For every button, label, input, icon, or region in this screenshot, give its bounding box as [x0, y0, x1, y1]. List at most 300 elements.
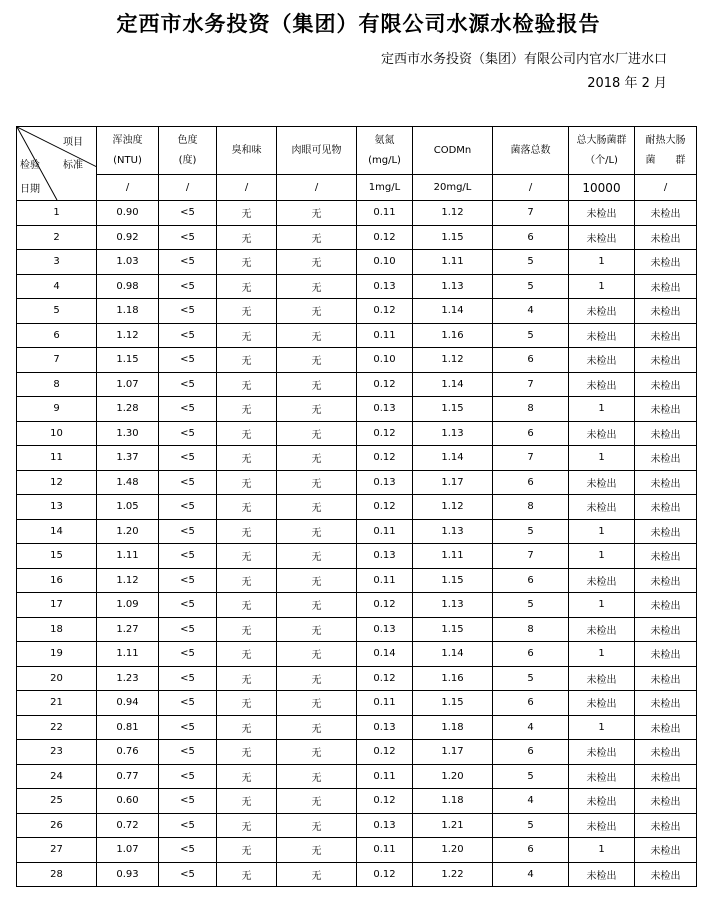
table-row [17, 862, 697, 887]
value-cell: 未检出 [569, 789, 635, 814]
standard-cell: / [97, 175, 159, 201]
value-cell: 1.13 [413, 593, 493, 618]
value-cell: 未检出 [569, 813, 635, 838]
value-cell: 未检出 [635, 544, 697, 569]
value-cell: 0.13 [357, 544, 413, 569]
value-cell: 0.13 [357, 470, 413, 495]
value-cell: 无 [277, 397, 357, 422]
day-cell: 6 [17, 323, 97, 348]
value-cell: 1.11 [97, 544, 159, 569]
header-unit: 菌 群 [645, 154, 686, 166]
value-cell: 1.18 [413, 789, 493, 814]
value-cell: 未检出 [635, 250, 697, 275]
value-cell: 1.23 [97, 666, 159, 691]
value-cell: <5 [159, 862, 217, 887]
table-row [17, 323, 697, 348]
value-cell: 0.11 [357, 838, 413, 863]
table-row [17, 568, 697, 593]
value-cell: 无 [217, 764, 277, 789]
value-cell: 未检出 [569, 568, 635, 593]
day-cell: 27 [17, 838, 97, 863]
value-cell: <5 [159, 789, 217, 814]
value-cell: 未检出 [569, 470, 635, 495]
value-cell: 1.48 [97, 470, 159, 495]
value-cell: 无 [217, 838, 277, 863]
value-cell: 未检出 [635, 225, 697, 250]
value-cell: <5 [159, 397, 217, 422]
value-cell: 未检出 [569, 372, 635, 397]
value-cell: 1.12 [413, 201, 493, 226]
value-cell: 无 [217, 568, 277, 593]
value-cell: 1.11 [413, 544, 493, 569]
value-cell: 无 [277, 642, 357, 667]
standard-cell: 1mg/L [357, 175, 413, 201]
day-cell: 19 [17, 642, 97, 667]
value-cell: 无 [217, 299, 277, 324]
value-cell: 无 [277, 470, 357, 495]
day-cell: 20 [17, 666, 97, 691]
value-cell: 4 [493, 862, 569, 887]
value-cell: 1.17 [413, 740, 493, 765]
value-cell: 1.21 [413, 813, 493, 838]
value-cell: 1.18 [413, 715, 493, 740]
value-cell: 1 [569, 519, 635, 544]
value-cell: <5 [159, 764, 217, 789]
value-cell: 1.15 [413, 397, 493, 422]
value-cell: 1 [569, 274, 635, 299]
value-cell: 1 [569, 838, 635, 863]
day-cell: 24 [17, 764, 97, 789]
day-cell: 25 [17, 789, 97, 814]
value-cell: 1.17 [413, 470, 493, 495]
value-cell: 5 [493, 323, 569, 348]
value-cell: 未检出 [635, 666, 697, 691]
value-cell: 0.92 [97, 225, 159, 250]
value-cell: 5 [493, 519, 569, 544]
value-cell: 0.12 [357, 495, 413, 520]
value-cell: 未检出 [569, 421, 635, 446]
table-row [17, 348, 697, 373]
value-cell: 0.12 [357, 593, 413, 618]
value-cell: 未检出 [569, 495, 635, 520]
value-cell: 1.05 [97, 495, 159, 520]
table-row [17, 715, 697, 740]
day-cell: 16 [17, 568, 97, 593]
value-cell: 1.07 [97, 372, 159, 397]
value-cell: 0.77 [97, 764, 159, 789]
report-title: 定西市水务投资（集团）有限公司水源水检验报告 [116, 12, 601, 36]
table-row [17, 617, 697, 642]
table-row [17, 250, 697, 275]
value-cell: 1.20 [413, 764, 493, 789]
day-cell: 8 [17, 372, 97, 397]
standard-cell: / [493, 175, 569, 201]
value-cell: <5 [159, 225, 217, 250]
corner-header-cell [17, 127, 97, 201]
table-row [17, 813, 697, 838]
value-cell: 7 [493, 544, 569, 569]
value-cell: <5 [159, 372, 217, 397]
table-row [17, 397, 697, 422]
header-unit: (度) [178, 154, 197, 166]
header-label: 总大肠菌群 [576, 134, 627, 146]
value-cell: 无 [277, 201, 357, 226]
value-cell: <5 [159, 519, 217, 544]
value-cell: <5 [159, 348, 217, 373]
standard-cell: / [217, 175, 277, 201]
value-cell: 无 [217, 617, 277, 642]
header-unit: (NTU) [113, 154, 142, 166]
value-cell: 0.12 [357, 421, 413, 446]
value-cell: 无 [277, 274, 357, 299]
value-cell: 未检出 [635, 617, 697, 642]
value-cell: 未检出 [569, 617, 635, 642]
value-cell: 1.20 [97, 519, 159, 544]
standard-cell: 10000 [569, 175, 635, 201]
value-cell: 1 [569, 544, 635, 569]
value-cell: 1.14 [413, 372, 493, 397]
value-cell: 无 [217, 348, 277, 373]
value-cell: 8 [493, 617, 569, 642]
value-cell: 未检出 [635, 838, 697, 863]
header-unit: （个/L) [585, 154, 618, 166]
table-row [17, 838, 697, 863]
value-cell: 0.12 [357, 666, 413, 691]
value-cell: 未检出 [635, 813, 697, 838]
value-cell: 1.12 [413, 348, 493, 373]
value-cell: 无 [217, 495, 277, 520]
value-cell: <5 [159, 568, 217, 593]
day-cell: 22 [17, 715, 97, 740]
day-cell: 2 [17, 225, 97, 250]
value-cell: 无 [217, 421, 277, 446]
table-body [17, 201, 697, 887]
value-cell: 未检出 [635, 299, 697, 324]
value-cell: <5 [159, 201, 217, 226]
sampling-location: 定西市水务投资（集团）有限公司内官水厂进水口 [380, 52, 667, 67]
day-cell: 17 [17, 593, 97, 618]
value-cell: 无 [277, 617, 357, 642]
value-cell: 无 [277, 740, 357, 765]
value-cell: 1.16 [413, 666, 493, 691]
value-cell: 无 [217, 519, 277, 544]
value-cell: 0.14 [357, 642, 413, 667]
value-cell: 无 [217, 274, 277, 299]
table-row [17, 789, 697, 814]
day-cell: 21 [17, 691, 97, 716]
table-row [17, 495, 697, 520]
day-cell: 14 [17, 519, 97, 544]
value-cell: 1.18 [97, 299, 159, 324]
value-cell: 0.11 [357, 323, 413, 348]
value-cell: 6 [493, 642, 569, 667]
value-cell: 0.11 [357, 691, 413, 716]
value-cell: 0.11 [357, 519, 413, 544]
table-row [17, 544, 697, 569]
value-cell: <5 [159, 642, 217, 667]
value-cell: 0.13 [357, 813, 413, 838]
value-cell: 无 [277, 495, 357, 520]
value-cell: 0.94 [97, 691, 159, 716]
standard-cell: 20mg/L [413, 175, 493, 201]
value-cell: 0.93 [97, 862, 159, 887]
value-cell: 无 [277, 519, 357, 544]
value-cell: 未检出 [635, 691, 697, 716]
value-cell: 无 [277, 764, 357, 789]
header-cell [413, 127, 493, 175]
value-cell: 无 [217, 225, 277, 250]
value-cell: 0.81 [97, 715, 159, 740]
corner-item-label: 项目 [63, 137, 83, 148]
value-cell: 未检出 [635, 274, 697, 299]
header-cell [97, 127, 159, 175]
value-cell: 未检出 [635, 568, 697, 593]
table-row [17, 299, 697, 324]
value-cell: 0.90 [97, 201, 159, 226]
day-cell: 7 [17, 348, 97, 373]
value-cell: 无 [217, 201, 277, 226]
value-cell: 0.13 [357, 397, 413, 422]
value-cell: <5 [159, 593, 217, 618]
standards-row [17, 175, 697, 201]
value-cell: <5 [159, 323, 217, 348]
value-cell: 未检出 [635, 642, 697, 667]
day-cell: 28 [17, 862, 97, 887]
value-cell: 1.20 [413, 838, 493, 863]
value-cell: 无 [277, 446, 357, 471]
value-cell: 1.09 [97, 593, 159, 618]
value-cell: 1.27 [97, 617, 159, 642]
value-cell: 1.30 [97, 421, 159, 446]
header-cell [569, 127, 635, 175]
value-cell: 0.12 [357, 789, 413, 814]
table-row [17, 225, 697, 250]
table-row [17, 274, 697, 299]
value-cell: 未检出 [569, 323, 635, 348]
day-cell: 13 [17, 495, 97, 520]
value-cell: 1.15 [413, 617, 493, 642]
value-cell: 1 [569, 446, 635, 471]
header-cell [159, 127, 217, 175]
value-cell: 1 [569, 397, 635, 422]
table-row [17, 519, 697, 544]
day-cell: 12 [17, 470, 97, 495]
day-cell: 10 [17, 421, 97, 446]
value-cell: <5 [159, 421, 217, 446]
value-cell: 无 [277, 666, 357, 691]
value-cell: 无 [277, 789, 357, 814]
corner-jianyan-label: 检验 [20, 160, 40, 171]
value-cell: 0.12 [357, 446, 413, 471]
header-label: 色度 [177, 134, 198, 146]
value-cell: <5 [159, 274, 217, 299]
value-cell: 5 [493, 813, 569, 838]
value-cell: 1.12 [97, 323, 159, 348]
value-cell: 6 [493, 838, 569, 863]
header-label: 臭和味 [231, 144, 262, 156]
header-label: 菌落总数 [510, 144, 551, 156]
table-row [17, 691, 697, 716]
value-cell: 无 [217, 470, 277, 495]
value-cell: 未检出 [635, 764, 697, 789]
water-quality-table [16, 126, 697, 887]
value-cell: 8 [493, 397, 569, 422]
value-cell: 0.12 [357, 862, 413, 887]
table-row [17, 201, 697, 226]
value-cell: 无 [217, 250, 277, 275]
value-cell: 无 [277, 348, 357, 373]
value-cell: 无 [277, 813, 357, 838]
value-cell: 1.15 [413, 691, 493, 716]
header-label: 浑浊度 [112, 134, 143, 146]
value-cell: 未检出 [635, 348, 697, 373]
header-label: 肉眼可见物 [291, 144, 342, 156]
value-cell: 未检出 [635, 740, 697, 765]
value-cell: 未检出 [635, 446, 697, 471]
value-cell: 未检出 [635, 201, 697, 226]
value-cell: 0.11 [357, 568, 413, 593]
day-cell: 9 [17, 397, 97, 422]
value-cell: <5 [159, 617, 217, 642]
value-cell: 无 [217, 813, 277, 838]
header-cell [493, 127, 569, 175]
value-cell: 无 [217, 544, 277, 569]
value-cell: 未检出 [635, 421, 697, 446]
value-cell: 0.11 [357, 764, 413, 789]
value-cell: 无 [277, 544, 357, 569]
value-cell: 5 [493, 250, 569, 275]
day-cell: 11 [17, 446, 97, 471]
value-cell: 未检出 [635, 323, 697, 348]
value-cell: 5 [493, 593, 569, 618]
day-cell: 23 [17, 740, 97, 765]
value-cell: <5 [159, 299, 217, 324]
day-cell: 4 [17, 274, 97, 299]
value-cell: 1 [569, 250, 635, 275]
value-cell: 0.76 [97, 740, 159, 765]
value-cell: 1.15 [413, 225, 493, 250]
value-cell: 6 [493, 740, 569, 765]
value-cell: 0.12 [357, 740, 413, 765]
value-cell: 1 [569, 642, 635, 667]
value-cell: 无 [277, 323, 357, 348]
value-cell: 0.60 [97, 789, 159, 814]
value-cell: 5 [493, 666, 569, 691]
value-cell: 无 [277, 568, 357, 593]
header-cell [217, 127, 277, 175]
value-cell: 6 [493, 470, 569, 495]
value-cell: 1.37 [97, 446, 159, 471]
value-cell: 0.12 [357, 372, 413, 397]
value-cell: 1.12 [97, 568, 159, 593]
table-row [17, 593, 697, 618]
value-cell: 4 [493, 299, 569, 324]
value-cell: 1.13 [413, 274, 493, 299]
value-cell: 未检出 [635, 789, 697, 814]
value-cell: 无 [277, 691, 357, 716]
value-cell: 无 [217, 446, 277, 471]
value-cell: 未检出 [569, 764, 635, 789]
value-cell: 0.12 [357, 299, 413, 324]
value-cell: 未检出 [635, 470, 697, 495]
value-cell: 未检出 [635, 495, 697, 520]
value-cell: 6 [493, 225, 569, 250]
value-cell: 未检出 [569, 666, 635, 691]
value-cell: 6 [493, 568, 569, 593]
value-cell: 0.10 [357, 250, 413, 275]
value-cell: <5 [159, 691, 217, 716]
value-cell: 0.98 [97, 274, 159, 299]
value-cell: 未检出 [569, 299, 635, 324]
value-cell: 1.12 [413, 495, 493, 520]
value-cell: 无 [217, 372, 277, 397]
value-cell: 未检出 [635, 372, 697, 397]
header-label: 氨氮 [374, 134, 395, 146]
value-cell: 无 [277, 593, 357, 618]
header-cell [357, 127, 413, 175]
corner-standard-label: 标准 [63, 160, 83, 171]
value-cell: 无 [217, 642, 277, 667]
value-cell: 0.13 [357, 715, 413, 740]
value-cell: 0.72 [97, 813, 159, 838]
value-cell: 未检出 [635, 862, 697, 887]
value-cell: 6 [493, 421, 569, 446]
value-cell: 无 [277, 299, 357, 324]
value-cell: 无 [217, 740, 277, 765]
value-cell: <5 [159, 470, 217, 495]
day-cell: 5 [17, 299, 97, 324]
value-cell: <5 [159, 544, 217, 569]
value-cell: <5 [159, 495, 217, 520]
header-unit: (mg/L) [368, 154, 401, 166]
value-cell: 1.22 [413, 862, 493, 887]
table-row [17, 470, 697, 495]
value-cell: 1.15 [97, 348, 159, 373]
value-cell: 5 [493, 274, 569, 299]
value-cell: 8 [493, 495, 569, 520]
value-cell: 无 [277, 372, 357, 397]
value-cell: 未检出 [635, 397, 697, 422]
value-cell: 1.11 [97, 642, 159, 667]
value-cell: 0.10 [357, 348, 413, 373]
value-cell: 未检出 [569, 348, 635, 373]
value-cell: 无 [277, 421, 357, 446]
day-cell: 1 [17, 201, 97, 226]
value-cell: 未检出 [569, 862, 635, 887]
value-cell: 未检出 [635, 593, 697, 618]
table-row [17, 446, 697, 471]
header-cell [635, 127, 697, 175]
value-cell: 1.03 [97, 250, 159, 275]
value-cell: 1 [569, 715, 635, 740]
value-cell: 1.07 [97, 838, 159, 863]
value-cell: 无 [217, 666, 277, 691]
value-cell: 7 [493, 201, 569, 226]
value-cell: 6 [493, 691, 569, 716]
value-cell: 7 [493, 372, 569, 397]
value-cell: 无 [277, 838, 357, 863]
value-cell: 无 [217, 789, 277, 814]
value-cell: 无 [277, 862, 357, 887]
value-cell: 无 [217, 397, 277, 422]
value-cell: <5 [159, 446, 217, 471]
table-row [17, 666, 697, 691]
value-cell: 未检出 [569, 225, 635, 250]
day-cell: 26 [17, 813, 97, 838]
value-cell: 无 [217, 862, 277, 887]
header-label: 耐热大肠 [645, 134, 686, 146]
value-cell: 无 [217, 323, 277, 348]
